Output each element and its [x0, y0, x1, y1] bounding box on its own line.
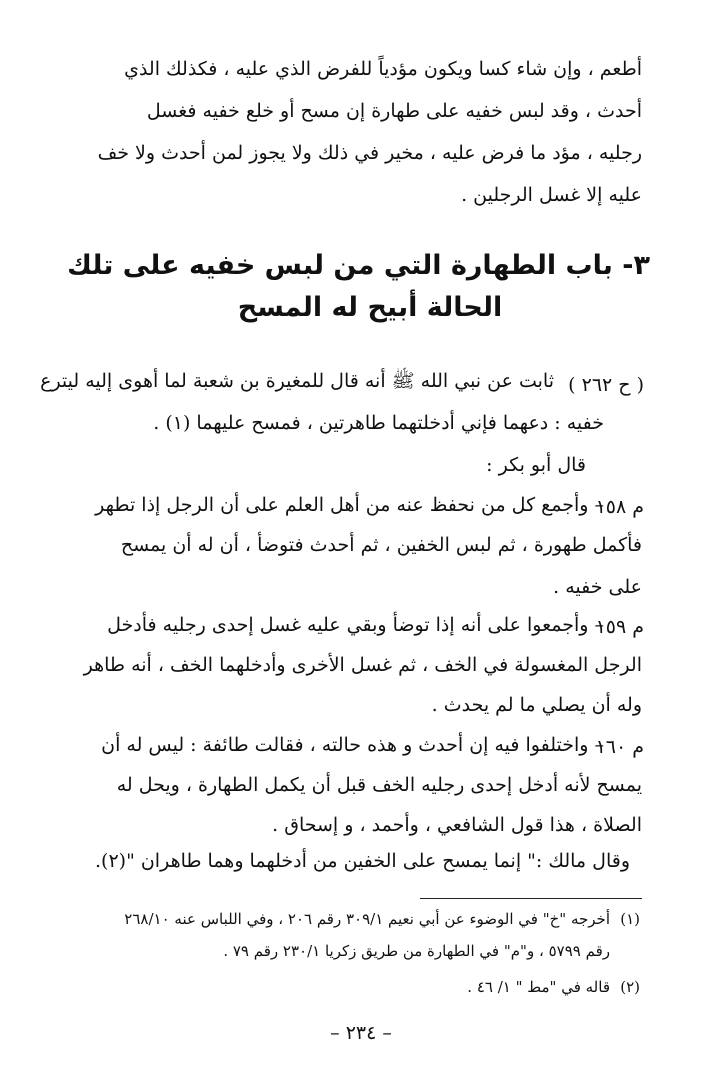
intro-line: رجليه ، مؤد ما فرض عليه ، مخير في ذلك ولا يجوز لمن أحدث ولا خف — [97, 142, 642, 164]
footnote-line: قاله في "مط " ١/ ٤٦ . — [467, 978, 610, 996]
masala-line: – وأجمعوا على أنه إذا توضأ وبقي عليه غسل إحدى رجليه فأدخل — [107, 614, 604, 636]
masala-line: فأكمل طهورة ، ثم لبس الخفين ، ثم أحدث فتوضأ ، أن له أن يمسح — [120, 534, 642, 556]
masala-line: يمسح لأنه أدخل إحدى رجليه الخف قبل أن يكمل الطهارة ، ويحل له — [116, 774, 642, 796]
footnote-number: (١) — [620, 910, 640, 928]
hadith-label: ( ح ٢٦٢ ) — [568, 374, 644, 396]
hadith-line: ثابت عن نبي الله ﷺ أنه قال للمغيرة بن شعبة لما أهوى إليه ليترع — [40, 370, 554, 392]
masala-line: – وأجمع كل من نحفظ عنه من أهل العلم على أن الرجل إذا تطهر — [95, 494, 604, 516]
footnote-number: (٢) — [620, 978, 640, 996]
masala-line: الرجل المغسولة في الخف ، ثم غسل الأخرى وأدخلهما الخف ، أنه طاهر — [83, 654, 642, 676]
footnote-line: رقم ٥٧٩٩ ، و"م" في الطهارة من طريق زكريا ٢٣٠/١ رقم ٧٩ . — [223, 942, 610, 960]
intro-line: عليه إلا غسل الرجلين . — [461, 184, 642, 206]
footnote-line: أخرجه "خ" في الوضوء عن أبي نعيم ٣٠٩/١ رقم ٢٠٦ ، وفي اللباس عنه ٢٦٨/١٠ — [124, 910, 610, 928]
qala-abu-bakr: قال أبو بكر : — [486, 454, 586, 476]
page-number: – ٢٣٤ – — [330, 1022, 392, 1044]
masala-line: على خفيه . — [553, 576, 642, 598]
masala-label: م ١٥٨ — [595, 496, 644, 518]
hadith-line: خفيه : دعهما فإني أدخلتهما طاهرتين ، فمسح عليهما (١) . — [153, 412, 604, 434]
chapter-heading-line: الحالة أبيح له المسح — [237, 292, 503, 323]
masala-line: الصلاة ، هذا قول الشافعي ، وأحمد ، و إسحاق . — [272, 814, 642, 836]
chapter-heading-line: ٣- باب الطهارة التي من لبس خفيه على تلك — [67, 250, 650, 281]
intro-line: أحدث ، وقد لبس خفيه على طهارة إن مسح أو خلع خفيه فغسل — [146, 100, 642, 122]
footnote-divider — [420, 898, 642, 899]
masala-label: م ١٥٩ — [595, 616, 644, 638]
masala-line: وله أن يصلي ما لم يحدث . — [431, 694, 642, 716]
intro-line: أطعم ، وإن شاء كسا ويكون مؤدياً للفرض الذي عليه ، فكذلك الذي — [124, 58, 642, 80]
masala-line: وقال مالك :" إنما يمسح على الخفين من أدخلهما وهما طاهران "(٢). — [94, 850, 630, 872]
masala-line: – واختلفوا فيه إن أحدث و هذه حالته ، فقالت طائفة : ليس له أن — [101, 734, 604, 756]
masala-label: م ١٦٠ — [595, 736, 644, 758]
